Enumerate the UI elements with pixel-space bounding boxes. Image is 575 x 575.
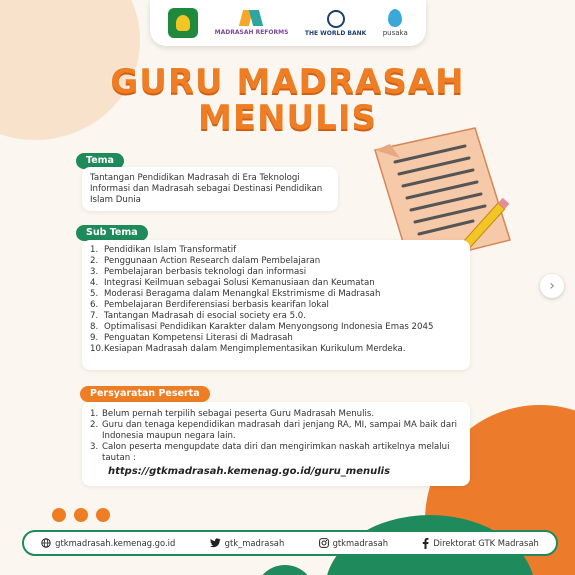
- list-item: 2. Guru dan tenaga kependidikan madrasah dari jenjang RA, MI, sampai MA baik dari Indonesia maupun negara lain.: [90, 420, 458, 441]
- decorative-circle-green-small: [255, 565, 315, 575]
- pusaka-logo: pusaka: [383, 9, 408, 37]
- sub-tema-label: Sub Tema: [76, 225, 148, 241]
- twitter-icon: [210, 538, 221, 548]
- persyaratan-card: [82, 402, 470, 486]
- instagram-icon: [319, 538, 329, 548]
- list-item: 5. Moderasi Beragama dalam Menangkal Ekstrimisme di Madrasah: [90, 289, 381, 299]
- chevron-right-icon: ›: [549, 278, 555, 294]
- registration-link[interactable]: https://gtkmadrasah.kemenag.go.id/guru_menulis: [108, 466, 391, 477]
- page-title-line-2: MENULIS: [198, 98, 377, 138]
- globe-icon: [41, 538, 51, 548]
- carousel-dot: [74, 508, 88, 522]
- list-item: 3. Calon peserta mengupdate data diri dan mengirimkan naskah artikelnya melalui tautan :: [90, 442, 450, 463]
- social-footer: [22, 530, 558, 556]
- carousel-dot: [52, 508, 66, 522]
- instagram-link[interactable]: gtkmadrasah: [319, 538, 388, 548]
- sub-tema-list: [90, 245, 462, 355]
- list-item: 2. Penggunaan Action Research dalam Pembelajaran: [90, 256, 321, 266]
- kemenag-logo: [168, 8, 198, 38]
- tema-text: Tantangan Pendidikan Madrasah di Era Teknologi Informasi dan Madrasah sebagai Destinasi Pendidikan Islam Dunia: [90, 173, 323, 205]
- carousel-dots: [52, 508, 110, 522]
- twitter-link[interactable]: gtk_madrasah: [210, 538, 285, 548]
- list-item: 9. Penguatan Kompetensi Literasi di Madrasah: [90, 333, 293, 343]
- tema-label: Tema: [76, 153, 124, 169]
- persyaratan-label: Persyaratan Peserta: [80, 386, 210, 402]
- facebook-link[interactable]: Direktorat GTK Madrasah: [422, 538, 538, 549]
- carousel-dot: [96, 508, 110, 522]
- list-item: 1. Belum pernah terpilih sebagai peserta Guru Madrasah Menulis.: [90, 409, 375, 419]
- tema-card: [82, 167, 338, 211]
- list-item: 10. Kesiapan Madrasah dalam Mengimplementasikan Kurikulum Merdeka.: [90, 344, 406, 354]
- facebook-icon: [422, 538, 429, 549]
- list-item: 4. Integrasi Keilmuan sebagai Solusi Kemanusiaan dan Keumatan: [90, 278, 375, 288]
- list-item: 8. Optimalisasi Pendidikan Karakter dalam Menyongsong Indonesia Emas 2045: [90, 322, 434, 332]
- persyaratan-list: [90, 409, 462, 464]
- list-item: 3. Pembelajaran berbasis teknologi dan informasi: [90, 267, 307, 277]
- list-item: 7. Tantangan Madrasah di esocial society era 5.0.: [90, 311, 307, 321]
- madrasah-reform-logo: MADRASAH REFORMS: [215, 10, 289, 36]
- list-item: 1. Pendidikan Islam Transformatif: [90, 245, 237, 255]
- page-title-line-1: GURU MADRASAH: [110, 62, 465, 102]
- logo-bar: [150, 0, 426, 46]
- list-item: 6. Pembelajaran Berdiferensiasi berbasis kearifan lokal: [90, 300, 329, 310]
- world-bank-logo: THE WORLD BANK: [305, 10, 366, 37]
- next-slide-button[interactable]: [540, 274, 564, 298]
- website-link[interactable]: gtkmadrasah.kemenag.go.id: [41, 538, 175, 548]
- sub-tema-card: [82, 240, 470, 370]
